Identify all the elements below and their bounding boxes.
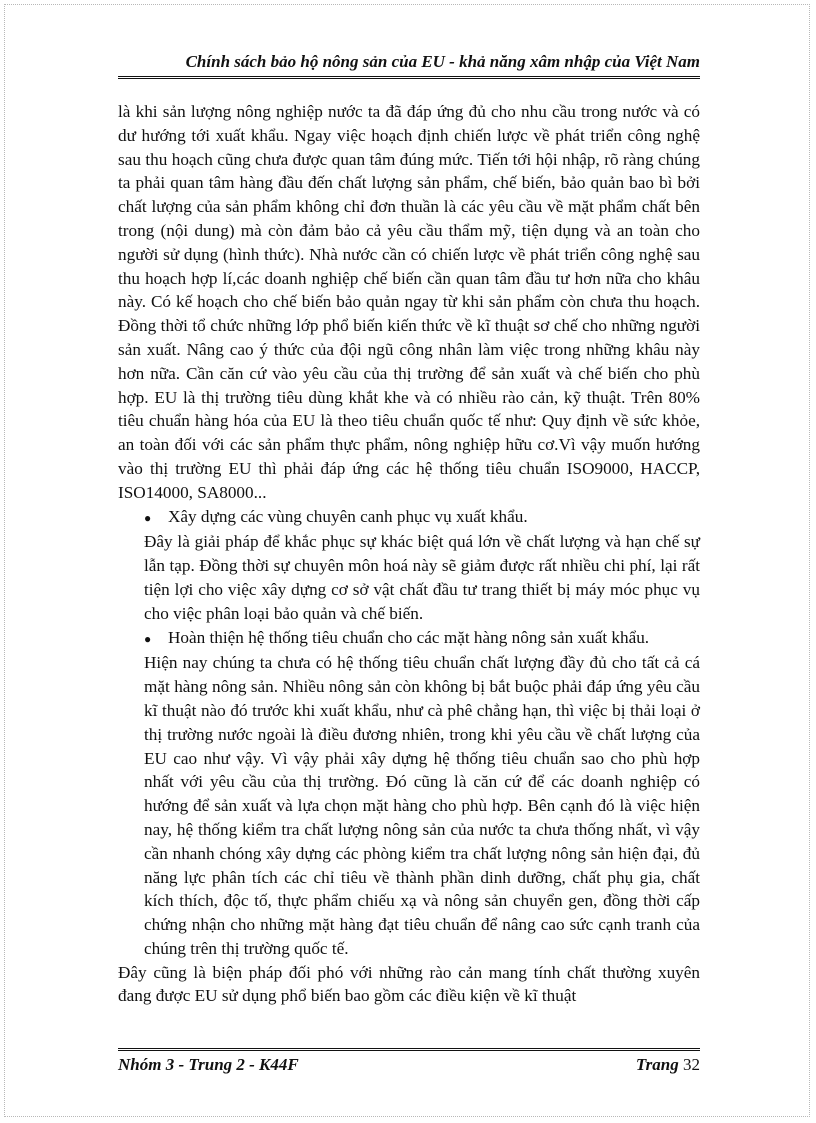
paragraph-4: Đây cũng là biện pháp đối phó với những rào cản mang tính chất thường xuyên đang được EU sử dụng phổ biến bao gồm các điều kiện về kĩ thuật	[118, 962, 700, 1006]
bullet-icon: ●	[144, 631, 152, 646]
bullet-item-2	[118, 626, 700, 652]
bullet-text: Hoàn thiện hệ thống tiêu chuẩn cho các mặt hàng nông sản xuất khẩu.	[168, 627, 650, 647]
page-header	[118, 52, 700, 79]
footer-page	[636, 1055, 700, 1075]
paragraph-3: Hiện nay chúng ta chưa có hệ thống tiêu chuẩn chất lượng đầy đủ cho tất cả cá mặt hàng nông sản. Nhiều nông sản còn không bị bắt buộc phải đáp ứng yêu cầu kĩ thuật nào đó trước khi xuất khẩu, như cà phê chẳng hạn, thì việc bị thải loại ở thị trường nước ngoài là điều đương nhiên, trong khi yêu cầu về chất lượng của EU cao như vậy. Vì vậy phải xây dựng hệ thống tiêu chuẩn sao cho phù hợp nhất với yêu cầu của thị trường. Đó cũng là căn cứ để các doanh nghiệp có hướng để sản xuất và lựa chọn mặt hàng cho phù hợp. Bên cạnh đó là việc hiện nay, hệ thống kiểm tra chất lượng nông sản của nước ta chưa thống nhất, vì vậy cần nhanh chóng xây dựng các phòng kiểm tra chất lượng nông sản hiện đại, đủ năng lực phân tích các chỉ tiêu về thành phần dinh dưỡng, chất phụ gia, chất kích thích, độc tố, thực phẩm chiếu xạ và nông sản chuyển gen, đồng thời cấp chứng nhận cho những mặt hàng đạt tiêu chuẩn để nâng cao sức cạnh tranh của chúng trên thị trường quốc tế.	[144, 653, 700, 958]
bullet-text: Xây dựng các vùng chuyên canh phục vụ xuất khẩu.	[168, 506, 528, 526]
footer-group: Nhóm 3 - Trung 2 - K44F	[118, 1055, 299, 1074]
page-footer	[118, 1048, 700, 1075]
bullet-icon: ●	[144, 510, 152, 525]
paragraph-2: Đây là giải pháp để khắc phục sự khác biệt quá lớn về chất lượng và hạn chế sự lẫn tạp. Đồng thời sự chuyên môn hoá này sẽ giảm được rất nhiều chi phí, lại rất tiện lợi cho việc xây dựng cơ sở vật chất đầu tư trang thiết bị máy móc phục vụ cho việc phân loại bảo quản và chế biến.	[144, 532, 700, 623]
paragraph-1: là khi sản lượng nông nghiệp nước ta đã đáp ứng đủ cho nhu cầu trong nước và có dư hướng tới xuất khẩu. Ngay việc hoạch định chiến lược về phát triển công nghệ sau thu hoạch cũng chưa được quan tâm đúng mức. Tiến tới hội nhập, rõ ràng chúng ta phải quan tâm hàng đầu đến chất lượng sản phẩm, chế biến, bảo quản bao bì bởi chất lượng của sản phẩm không chỉ đơn thuần là các yêu cầu về mặt phẩm chất bên trong (nội dung) mà còn đảm bảo cả yêu cầu thẩm mỹ, tiện dụng và an toàn cho người sử dụng (hình thức). Nhà nước cần có chiến lược về phát triển công nghệ sau thu hoạch hợp lí,các doanh nghiệp chế biến cần quan tâm đầu tư hơn nữa cho khâu này. Có kế hoạch cho chế biến bảo quản ngay từ khi sản phẩm còn chưa thu hoạch. Đồng thời tổ chức những lớp phổ biến kiến thức về kĩ thuật sơ chế cho những người sản xuất. Nâng cao ý thức của đội ngũ công nhân làm việc trong những khâu này hơn nữa. Cần căn cứ vào yêu cầu của thị trường để sản xuất và chế biến cho phù hợp. EU là thị trường tiêu dùng khắt khe và có nhiều rào cản, kỹ thuật. Trên 80% tiêu chuẩn hàng hóa của EU là theo tiêu chuẩn quốc tế như: Quy định về sức khỏe, an toàn đối với các sản phẩm thực phẩm, nông nghiệp hữu cơ.Vì vậy muốn hướng vào thị trường EU thì phải đáp ứng các hệ thống tiêu chuẩn ISO9000, HACCP, ISO14000, SA8000...	[118, 102, 700, 502]
page-label: Trang	[635, 1055, 679, 1074]
bullet-item-1	[118, 505, 700, 531]
header-title: Chính sách bảo hộ nông sản của EU - khả năng xâm nhập của Việt Nam	[185, 52, 700, 71]
page-number: 32	[683, 1055, 700, 1074]
document-body	[118, 100, 700, 1008]
